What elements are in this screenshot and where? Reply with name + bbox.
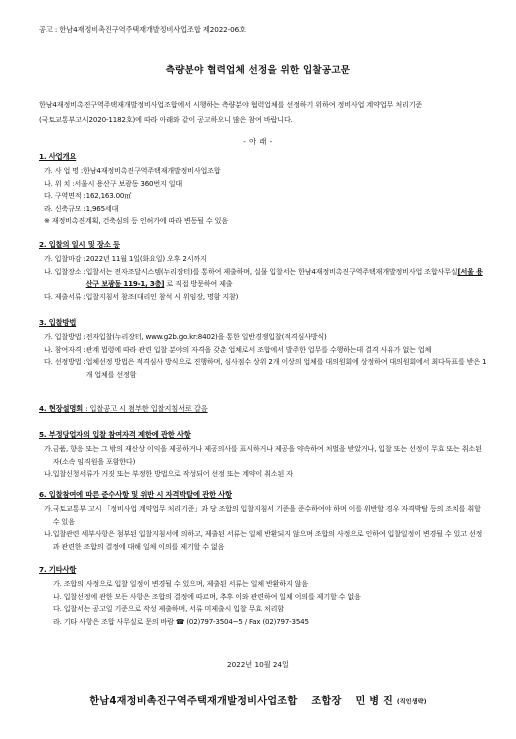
signer-name: 민 병 진 — [355, 696, 394, 707]
section-other-matters — [39, 565, 487, 628]
list-item: 라. 기타 사항은 조합 사무실로 문의 바람 ☎ (02)797-3504~5 / Fax (02)797-3545 — [39, 616, 487, 629]
notice-number: 공고 : 한남4재정비촉진구역주택재개발정비사업조합 제2022-06호 — [39, 25, 246, 34]
list-item: 다. 구역면적 : 162,163.00㎡ — [44, 191, 132, 200]
section-ineligible-bidders — [39, 430, 487, 481]
page-title: 측량분야 협력업체 선정을 위한 입찰공고문 — [165, 65, 351, 76]
signature-line — [0, 692, 516, 707]
section-business-overview — [39, 152, 487, 228]
list-item: 가. 사 업 명 : 한남4재정비촉진구역주택재개발정비사업조합 — [44, 166, 221, 175]
list-item: 가. 국토교통부 고시 「정비사업 계약업무 처리기준」과 당 조합의 입찰지침서 기준을 준수하여야 하며 이를 위반할 경우 자격박탈 등의 조치를 취할 수 있음 — [44, 504, 481, 526]
intro-line-1: 한남4재정비촉진구역주택재개발정비사업조합에서 시행하는 측량분야 협력업체를 선정하기 위하여 정비사업 계약업무 처리기준 — [39, 100, 423, 109]
signer-role: 조합장 — [311, 696, 342, 707]
list-item: 나. 입찰신청서류가 거짓 또는 부정한 방법으로 작성되어 선정 또는 계약이 취소된 자 — [44, 469, 293, 478]
intro-line-2: (국토교통부고시2020-1182호)에 따라 아래와 같이 공고하오니 많은 참여 바랍니다. — [39, 115, 293, 124]
note-text: ※ 재정비촉진계획, 건축심의 등 인허가에 따라 변동될 수 있음 — [44, 216, 228, 225]
list-item: 나. 입찰장소 : 입찰서는 전자조달시스템(누리장터)를 통하여 제출하며, 실물 입찰서는 한남4재정비촉진구역주택재개발정비사업 조합사무실[서울 용산구 보광동 119-1, 3층] 로 직접 방문하여 제출 — [44, 266, 483, 288]
contact-phone: (02)797-3504~5 / Fax (02)797-3545 — [186, 616, 309, 626]
organization-name: 한남4재정비촉진구역주택재개발정비사업조합 — [89, 696, 298, 707]
list-item: 나. 입찰선정에 관한 모든 사항은 조합의 결정에 따르며, 추후 이와 관련하여 일체 이의를 제기할 수 없음 — [53, 591, 361, 601]
phone-icon: ☎ — [175, 617, 185, 626]
office-address: [서울 용산구 보광동 119-1, 3층] — [85, 266, 483, 288]
section-compliance — [39, 490, 487, 553]
seal-omitted-note: (직인생략) — [396, 698, 427, 706]
list-item: 가. 금품, 향응 또는 그 밖의 재산상 이익을 제공하거나 제공의사를 표시하거나 제공을 약속하여 처벌을 받았거나, 입찰 또는 선정이 무효 또는 취소된 자(소속 임직원을 포함한다) — [44, 444, 482, 466]
section-bid-method — [39, 318, 487, 381]
list-item: 나. 위 치 : 서울시 용산구 보광동 360번지 일대 — [44, 178, 183, 188]
section-title: 7. 기타사항 — [39, 565, 77, 574]
notice-date: 2022년 10월 24일 — [227, 660, 289, 669]
list-item: 다. 제출서류 : 입찰지침서 참조(대리인 참석 시 위임장, 명함 지참) — [44, 291, 239, 301]
section-inline-text: : 입찰공고 시 첨부한 입찰지침서로 갈음 — [83, 404, 208, 413]
list-item: 다. 선정방법 : 업체선정 방법은 적격심사 방식으로 진행하며, 심사점수 상위 2개 이상의 업체를 대의원회에 상정하여 대의원회에서 최다득표를 받은 1개 업체를 선정함 — [44, 357, 487, 379]
section-title: 4. 현장설명회 — [39, 404, 84, 413]
section-title: 1. 사업개요 — [39, 152, 77, 161]
section-bid-schedule — [39, 240, 487, 303]
section-divider: - 아 래 - — [243, 137, 273, 146]
list-item: 다. 입찰서는 공고일 기준으로 작성 제출하며, 서류 미제출시 입찰 무효 처리함 — [53, 604, 284, 613]
section-title: 5. 부정당업자의 입찰 참여자격 제한에 관한 사항 — [39, 430, 191, 439]
list-item: 나. 참여자격 : 관계 법령에 따라 관련 입찰 분야의 자격을 갖춘 업체로서 조합에서 발주한 업무를 수행하는데 결격 사유가 없는 업체 — [44, 344, 432, 354]
section-title: 6. 입찰참여에 따른 준수사항 및 위반 시 자격박탈에 관한 사항 — [39, 490, 232, 499]
section-site-briefing — [39, 404, 487, 417]
section-title: 2. 입찰의 일시 및 장소 등 — [39, 240, 120, 249]
list-item: 라. 신축규모 : 1,965세대 — [44, 203, 119, 213]
list-item: 가. 입찰마감 : 2022년 11월 1일(화요일) 오후 2시까지 — [44, 254, 207, 263]
section-title: 3. 입찰방법 — [39, 318, 77, 327]
list-item: 가. 조합의 사정으로 입찰 일정이 변경될 수 있으며, 제출된 서류는 일체 반환하지 않음 — [53, 579, 308, 588]
list-item: 가. 입찰방법 : 전자입찰(누리장터, www.g2b.go.kr:8402)을 통한 일반경쟁입찰(적격심사방식) — [44, 332, 327, 341]
intro-paragraph — [39, 97, 485, 127]
list-item: 나. 입찰관련 세부사항은 첨부된 입찰지침서에 의하고, 제출된 서류는 일체 반환되지 않으며 조합의 사정으로 인하여 입찰일정이 변경될 수 있고 선정과 관련한 조합의 결정에 대해 일체 이의를 제기할 수 없음 — [44, 529, 483, 551]
